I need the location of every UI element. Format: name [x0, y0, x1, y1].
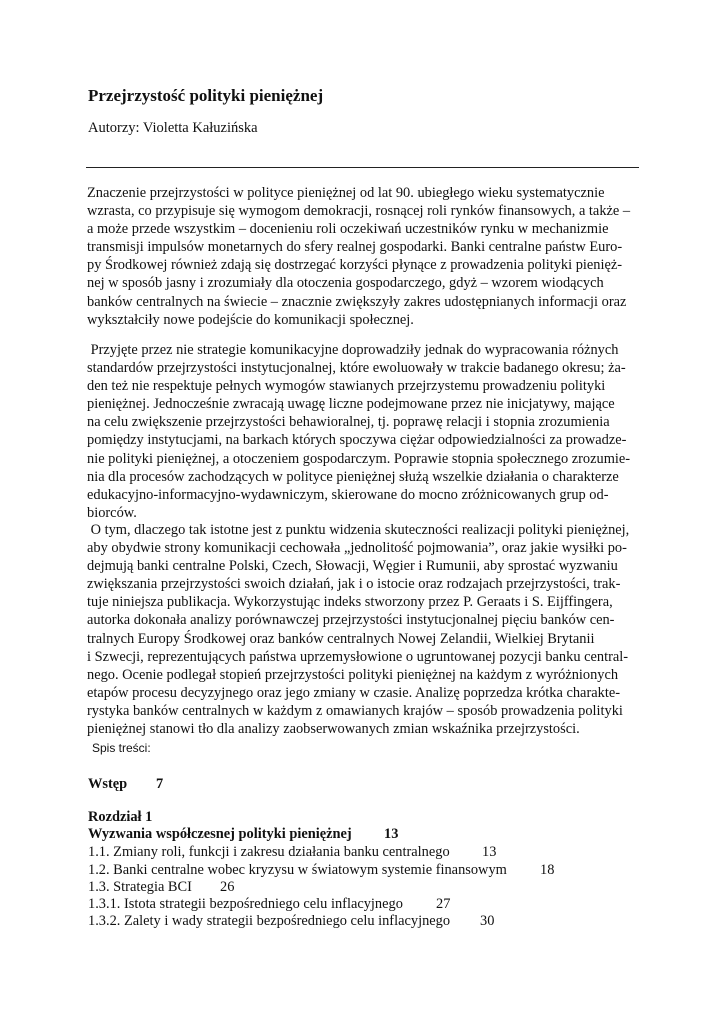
- paragraph-line: Znaczenie przejrzystości w polityce pieniężnej od lat 90. ubiegłego wieku systematycznie: [87, 185, 605, 201]
- paragraph-line: na celu zwiększenie przejrzystości behawioralnej, tj. poprawę relacji i stopnia zrozumienia: [87, 414, 610, 431]
- paragraph-line: nie polityki pieniężnej, a otoczeniem gospodarczym. Poprawie stopnia społecznego zrozumie-: [87, 450, 631, 467]
- document-title: Przejrzystość polityki pieniężnej: [88, 86, 324, 105]
- paragraph-line: nego. Ocenie podlegał stopień przejrzystości polityki pieniężnej na każdym z wyróżnionych: [87, 666, 619, 683]
- toc-entry-page: 18: [540, 862, 555, 878]
- paragraph-line: standardów przejrzystości instytucjonalnej, które ewoluowały w trakcie badanego okresu; ża-: [87, 360, 626, 377]
- paragraph-line: pieniężnej stanowi tło dla analizy zaobserwowanych zmian wskaźnika przejrzystości.: [87, 721, 580, 738]
- paragraph-line: autorka dokonała analizy porównawczej przejrzystości instytucjonalnej pięciu banków cen-: [87, 612, 615, 629]
- toc-entry-title: Wstęp: [88, 776, 128, 792]
- paragraph-line: transmisji impulsów monetarnych do sfery realnej gospodarki. Banki centralne państw Euro-: [87, 239, 623, 256]
- header-divider: [86, 167, 639, 168]
- paragraph-line: biorców.: [87, 504, 137, 521]
- toc-entry-title: 1.2. Banki centralne wobec kryzysu w światowym systemie finansowym: [88, 862, 507, 878]
- paragraph-line: nia dla procesów zachodzących w polityce pieniężnej służą wszelkie działania o charakterze: [87, 468, 619, 485]
- paragraph-line: pieniężnej. Jednocześnie zwracają uwagę liczne podejmowane przez nie inicjatywy, mające: [87, 396, 615, 413]
- paragraph-line: den też nie respektuje pełnych wymogów stawianych przejrzystemu prowadzeniu polityki: [87, 378, 606, 395]
- toc-entry-title: 1.3. Strategia BCI: [88, 879, 192, 895]
- document-authors: Autorzy: Violetta Kałuzińska: [88, 120, 258, 136]
- toc-entry-page: 13: [384, 826, 399, 842]
- paragraph-line: tralnych Europy Środkowej oraz banków centralnych Nowej Zelandii, Wielkiej Brytanii: [87, 630, 595, 647]
- toc-entry-title: 1.3.1. Istota strategii bezpośredniego celu inflacyjnego: [88, 896, 403, 912]
- toc-entry-title: 1.1. Zmiany roli, funkcji i zakresu działania banku centralnego: [88, 844, 450, 860]
- paragraph-line: dejmują banki centralne Polski, Czech, Słowacji, Węgier i Rumunii, aby sprostać wyzwaniu: [87, 558, 618, 575]
- paragraph-line: aby obydwie strony komunikacji cechowała „jednolitość pojmowania”, oraz jakie wysiłki po-: [87, 540, 627, 557]
- toc-entry-page: 26: [220, 879, 235, 895]
- paragraph-line: tuje niniejsza publikacja. Wykorzystując indeks stworzony przez P. Geraats i S. Eijffingera,: [87, 594, 613, 611]
- paragraph-line: zwiększania przejrzystości swoich działań, jak i o istocie oraz rodzajach przejrzystości, trak-: [87, 576, 621, 593]
- toc-entry-page: 13: [482, 844, 497, 860]
- paragraph-line: edukacyjno-informacyjno-wydawniczym, skierowane do mocno zróżnicowanych grup od-: [87, 486, 609, 503]
- toc-entry-title: 1.3.2. Zalety i wady strategii bezpośredniego celu inflacyjnego: [88, 913, 451, 929]
- paragraph-publication-scope: [87, 521, 642, 738]
- paragraph-line: banków centralnych na świecie – znacznie zwiększyły zakres udostępnianych informacji oraz: [87, 293, 627, 310]
- toc-entry-title: Rozdział 1: [88, 809, 153, 825]
- paragraph-line: wykształciły nowe podejście do komunikacji społecznej.: [87, 311, 414, 328]
- toc-entry-page: 27: [436, 896, 451, 912]
- paragraph-strategies: [87, 341, 642, 522]
- paragraph-line: Przyjęte przez nie strategie komunikacyjne doprowadziły jednak do wypracowania różnych: [87, 342, 619, 358]
- paragraph-line: pomiędzy instytucjami, na barkach których spoczywa ciężar odpowiedzialności za prowadze-: [87, 432, 627, 449]
- paragraph-line: a może przede wszystkim – docenieniu roli oczekiwań uczestników rynku w mechanizmie: [87, 221, 609, 238]
- toc-entry-page: 30: [480, 913, 495, 929]
- paragraph-line: rystyka banków centralnych w każdym z omawianych krajów – sposób prowadzenia polityki: [87, 702, 623, 719]
- paragraph-line: py Środkowej również zdają się dostrzegać korzyści płynące z prowadzenia polityki pienięż-: [87, 257, 623, 274]
- paragraph-line: i Szwecji, reprezentujących państwa uprzemysłowione o ugruntowanej pozycji banku central-: [87, 648, 629, 665]
- paragraph-line: etapów procesu decyzyjnego oraz jego zmiany w czasie. Analizę poprzedza krótka charakte-: [87, 684, 620, 701]
- paragraph-line: O tym, dlaczego tak istotne jest z punktu widzenia skuteczności realizacji polityki pieniężnej,: [87, 522, 630, 538]
- toc-entry-title: Wyzwania współczesnej polityki pieniężnej: [88, 826, 352, 842]
- paragraph-line: wzrasta, co przypisuje się wymogom demokracji, rosnącej roli rynków finansowych, a także –: [87, 203, 631, 220]
- toc-label: Spis treści:: [92, 741, 151, 755]
- toc-entry-page: 7: [156, 776, 164, 792]
- paragraph-line: nej w sposób jasny i zrozumiały dla otoczenia gospodarczego, gdyż – wzorem wiodących: [87, 275, 604, 292]
- paragraph-intro: [87, 184, 642, 329]
